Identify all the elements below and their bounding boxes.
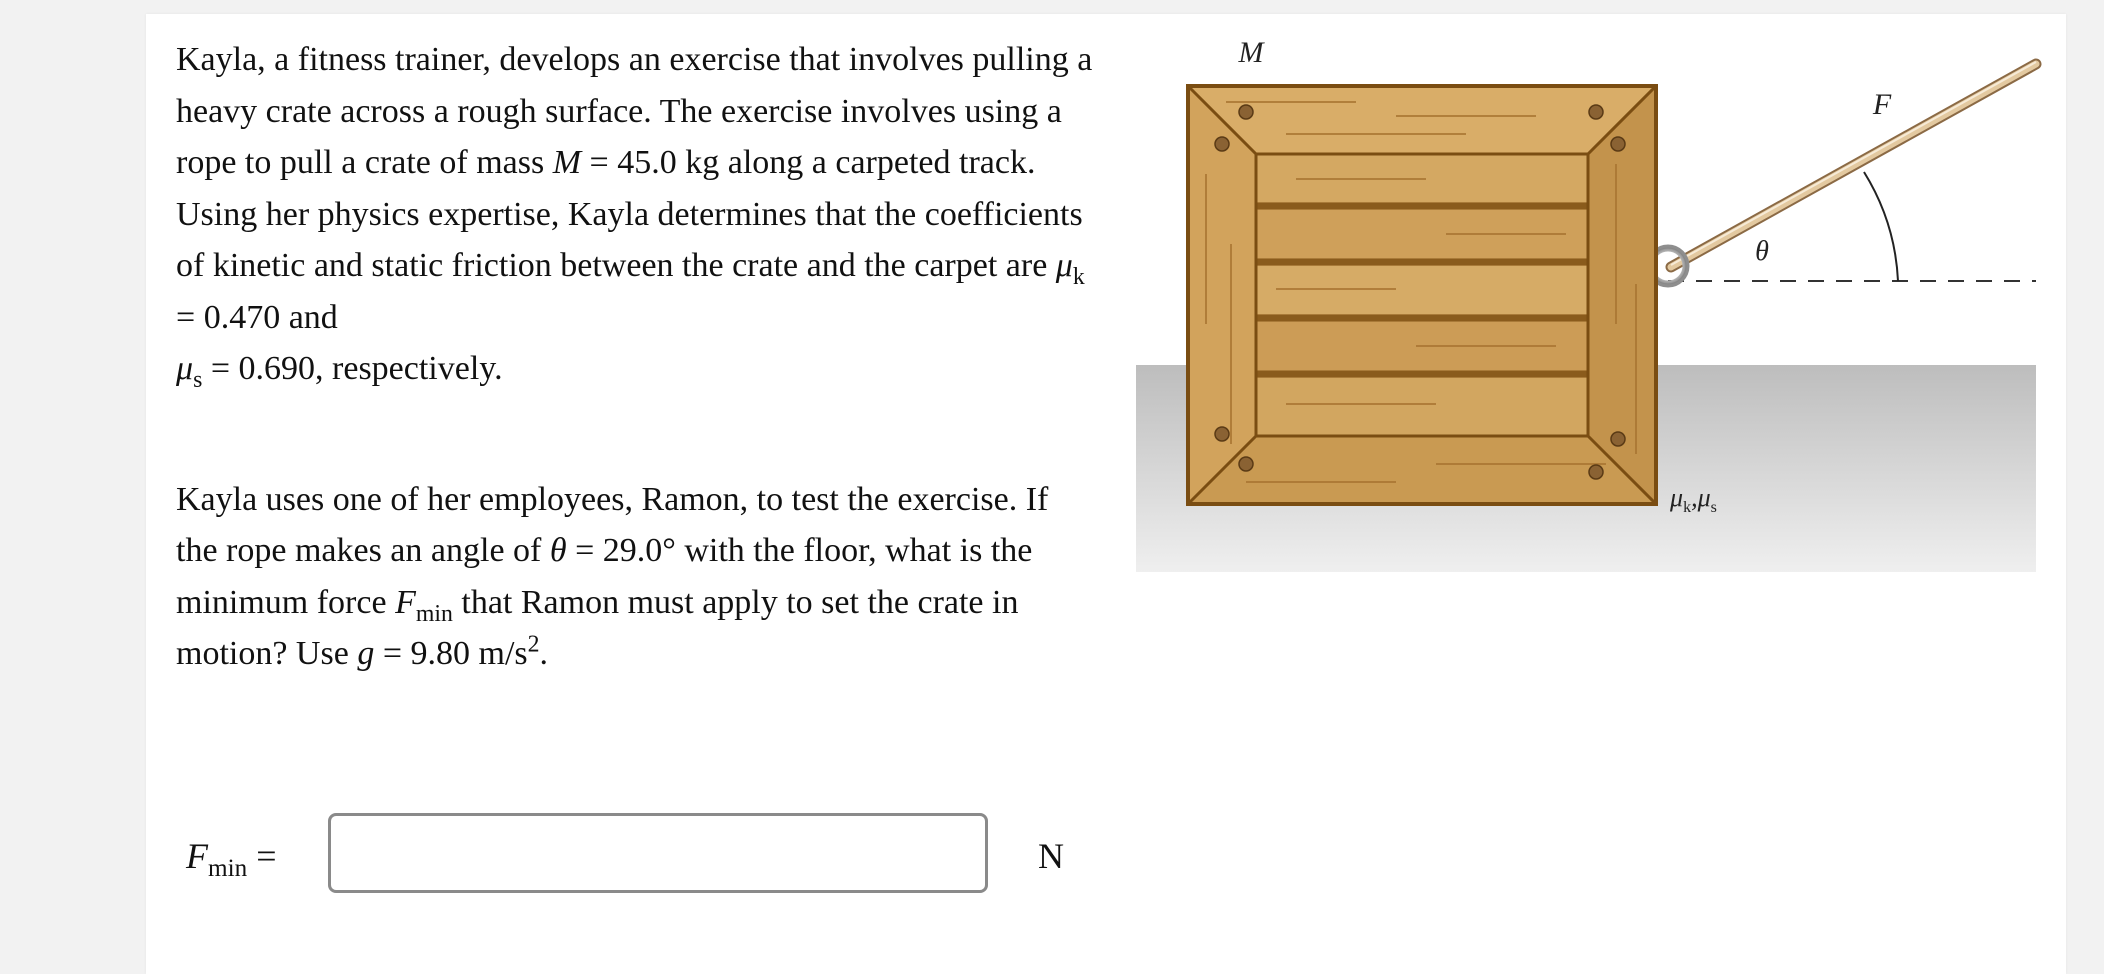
crate-diagram <box>1136 24 2046 584</box>
gravity-value: 9.80 m/s <box>410 635 528 672</box>
mass-label: M <box>1238 36 1264 69</box>
force-subscript: min <box>415 600 453 627</box>
theta-symbol: θ <box>549 532 567 569</box>
text-segment: Kayla, a fitness trainer, develops an exercise that involves pulling a heavy crate across a rough surface. The exercise involves using a rope to pull a crate of mass <box>176 41 1093 181</box>
answer-input[interactable] <box>328 813 988 893</box>
mu-s-symbol: μ <box>176 350 194 387</box>
mu-s-subscript: s <box>193 366 203 393</box>
force-symbol: F <box>395 583 416 621</box>
rope <box>1671 62 2036 267</box>
problem-text <box>176 34 1096 680</box>
answer-unit: N <box>1038 836 1064 876</box>
equals-sign: = <box>176 298 204 336</box>
answer-label-symbol: F <box>186 836 208 876</box>
answer-label-subscript: min <box>208 855 248 883</box>
problem-paragraph-2 <box>176 474 1096 680</box>
mass-value: 45.0 kg <box>617 144 720 181</box>
text-segment: with the floor, what is the minimum force <box>176 532 1033 621</box>
mu-k-subscript: k <box>1072 263 1085 290</box>
gravity-symbol: g <box>357 635 375 672</box>
mu-k-value: 0.470 <box>203 298 281 336</box>
friction-label: $\mu_k,\mu_s$ <box>1670 483 1717 516</box>
text-segment: Kayla uses one of her employees, Ramon, to test the exercise. If the rope makes an angle of <box>176 480 1049 569</box>
text-segment: , respectively. <box>315 350 503 387</box>
text-segment: along a carpeted track. Using her physics expertise, Kayla determines that the coefficients of kinetic and static friction between the crate and the carpet are <box>176 144 1083 284</box>
equals-sign: = <box>581 144 618 181</box>
equals-sign: = <box>202 350 239 387</box>
angle-arc <box>1864 172 1898 281</box>
mu-s-value: 0.690 <box>238 350 316 387</box>
equals-sign: = <box>374 635 411 672</box>
problem-paragraph-1 <box>176 34 1096 395</box>
angle-value: 29.0° <box>602 532 676 569</box>
answer-label-equals: = <box>247 836 277 876</box>
angle-label: θ <box>1755 236 1769 267</box>
equals-sign: = <box>566 532 603 569</box>
mass-symbol: M <box>552 144 582 181</box>
answer-row <box>186 813 1086 899</box>
crate <box>1188 86 1656 504</box>
force-label: F <box>1872 88 1892 121</box>
mu-k-symbol: μ <box>1055 247 1073 284</box>
text-segment: and <box>280 298 338 336</box>
answer-label <box>186 835 277 883</box>
text-segment: . <box>539 635 549 672</box>
text-segment: that Ramon must apply to set the crate in motion? Use <box>176 583 1019 672</box>
gravity-exponent: 2 <box>527 631 540 658</box>
